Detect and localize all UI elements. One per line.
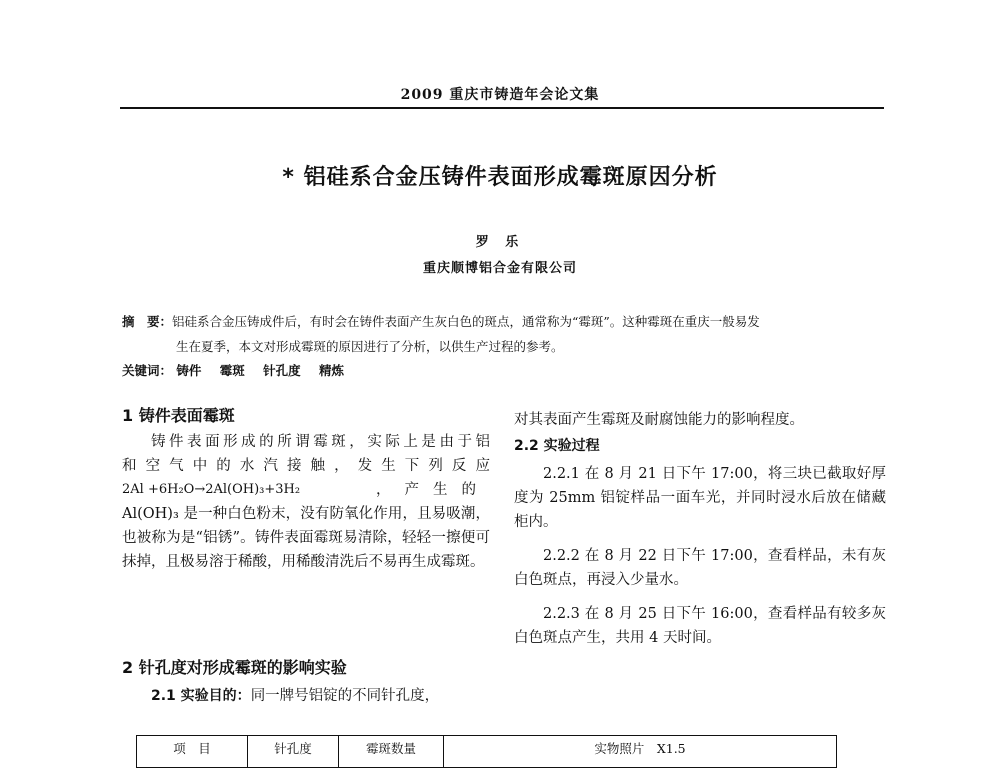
keyword-item: 霉斑: [219, 363, 245, 378]
keyword-item: 铸件: [176, 363, 202, 378]
step-text: 2.2.3 在 8 月 25 日下午 16:00，查看样品有较多灰白色斑点产生，共用 4 天时间。: [514, 606, 886, 646]
section-2-1-label: 2.1 实验目的：: [151, 688, 251, 704]
keywords-label: 关键词：: [122, 363, 173, 378]
left-column: [122, 404, 490, 574]
results-table: [136, 735, 837, 768]
section-2-2-heading: 2.2 实验过程: [514, 438, 600, 454]
keywords: [122, 360, 887, 382]
right-column: [514, 408, 886, 650]
step-2-2-1: [514, 462, 886, 534]
section-1-body: [122, 430, 490, 574]
author: 罗 乐: [475, 235, 525, 250]
keyword-item: 针孔度: [263, 363, 301, 378]
section-2-block: [122, 656, 490, 708]
running-header: 2009 重庆市铸造年会论文集: [400, 87, 600, 103]
section-1-line-2: 和空气中的水汽接触，发生下列反应: [122, 458, 490, 474]
step-2-2-2: [514, 544, 886, 592]
reaction-equation: 2Al +6H₂O→2Al(OH)₃+3H₂: [122, 482, 301, 497]
equation-tail: ，产生的: [376, 482, 490, 498]
paper-title: * 铝硅系合金压铸件表面形成霉斑原因分析: [282, 165, 718, 190]
table-header-cell: 霉斑数量: [339, 736, 444, 768]
table-header-cell: 项 目: [137, 736, 248, 768]
section-1-rest: Al(OH)₃ 是一种白色粉末，没有防氧化作用，且易吸潮，也被称为是“铝锈”。铸件表面霉斑易清除，轻轻一擦便可抹掉，且极易溶于稀酸，用稀酸清洗后不易再生成霉斑。: [122, 506, 490, 570]
keyword-item: 精炼: [319, 363, 345, 378]
equation-line: [122, 478, 490, 502]
affiliation: 重庆顺博铝合金有限公司: [422, 261, 577, 276]
section-2-1: [122, 684, 490, 708]
abstract-label: 摘 要：: [122, 314, 173, 329]
step-text: 2.2.1 在 8 月 21 日下午 17:00，将三块已截取好厚度为 25mm 铝锭样品一面车光，并同时浸水后放在储藏柜内。: [514, 466, 886, 530]
abstract-line-2: 生在夏季，本文对形成霉斑的原因进行了分析，以供生产过程的参考。: [176, 339, 564, 354]
table-header-cell: 实物照片 X1.5: [444, 736, 837, 768]
step-text: 2.2.2 在 8 月 22 日下午 17:00，查看样品，未有灰白色斑点，再浸入少量水。: [514, 548, 886, 588]
step-2-2-3: [514, 602, 886, 650]
table-header-row: [137, 736, 837, 768]
section-1-line-1: 铸件表面形成的所谓霉斑，实际上是由于铝: [151, 434, 490, 450]
section-2-1-text: 同一牌号铝锭的不同针孔度，: [250, 688, 440, 704]
abstract: [122, 309, 887, 359]
section-2-heading: 2 针孔度对形成霉斑的影响实验: [122, 658, 347, 677]
header-rule: [120, 107, 884, 109]
continuation-text: 对其表面产生霉斑及耐腐蚀能力的影响程度。: [514, 412, 804, 428]
abstract-line-1: 铝硅系合金压铸成件后，有时会在铸件表面产生灰白色的斑点，通常称为“霉斑”。这种霉斑在重庆一般易发: [172, 314, 760, 329]
table-header-cell: 针孔度: [248, 736, 339, 768]
section-1-heading: 1 铸件表面霉斑: [122, 406, 235, 425]
